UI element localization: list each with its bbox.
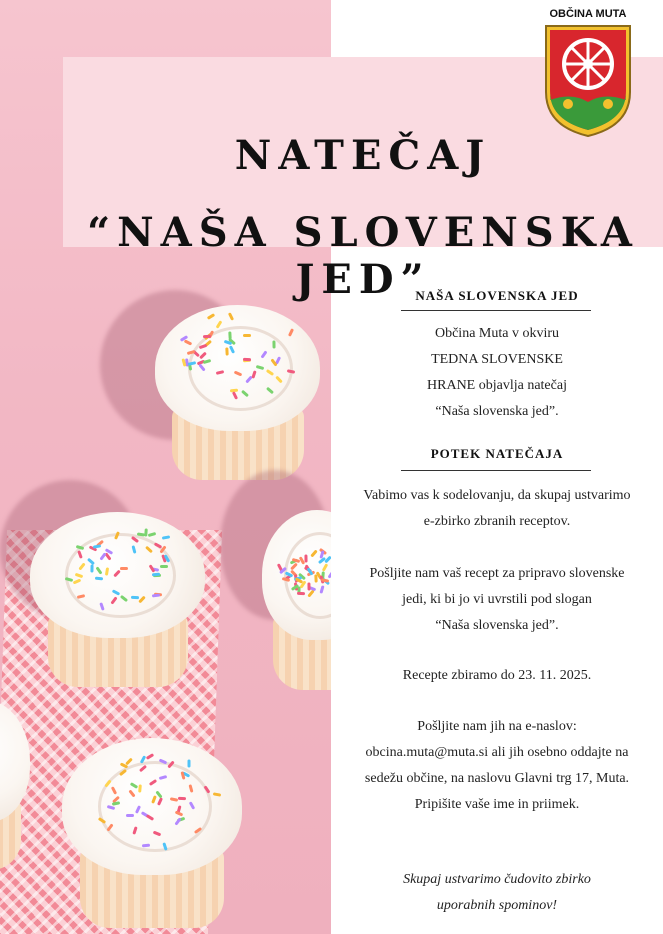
submission-paragraph: Pošljite nam jih na e-naslov: obcina.muta@muta.si ali jih osebno oddajte na sedežu občine, na naslovu Glavni trg 17, Muta. Pripišite vaše ime in priimek. <box>364 719 630 812</box>
coat-of-arms-icon <box>542 22 634 140</box>
sprinkle <box>126 814 134 817</box>
sprinkle <box>187 759 190 767</box>
sprinkle <box>297 591 305 595</box>
sprinkle <box>243 334 251 337</box>
sprinkle <box>160 565 168 568</box>
title-line-1: NATEČAJ <box>234 132 492 179</box>
sprinkle <box>94 577 102 581</box>
section-heading-1: NAŠA SLOVENSKA JED <box>415 288 579 303</box>
logo-label: OBČINA MUTA <box>549 8 627 20</box>
sprinkle <box>136 532 144 536</box>
sprinkle <box>91 565 94 573</box>
sprinkle <box>228 332 231 340</box>
cupcake <box>30 512 205 687</box>
closing-paragraph: Skupaj ustvarimo čudovito zbirko uporabnih spominov! <box>403 872 591 913</box>
sprinkle <box>272 340 275 348</box>
divider <box>401 310 591 311</box>
sprinkle <box>307 583 310 591</box>
sprinkle <box>152 593 160 597</box>
sprinkle <box>178 797 186 800</box>
cupcake <box>262 510 331 690</box>
deadline-paragraph: Recepte zbiramo do 23. 11. 2025. <box>402 668 592 683</box>
recipe-paragraph: Pošljite nam vaš recept za pripravo slovenske jedi, ki bi jo vi uvrstili pod slogan “Naša slovenska jed”. <box>369 566 625 633</box>
section-heading-2: POTEK NATEČAJA <box>430 446 564 461</box>
sprinkle <box>243 357 251 360</box>
sprinkle <box>120 567 128 570</box>
sprinkle <box>131 596 139 599</box>
cupcake <box>0 700 30 870</box>
intro-paragraph: Občina Muta v okviru TEDNA SLOVENSKE HRANE objavlja natečaj “Naša slovenska jed”. <box>427 326 567 419</box>
sprinkle <box>105 567 109 575</box>
divider <box>401 470 591 471</box>
invitation-paragraph: Vabimo vas k sodelovanju, da skupaj ustvarimo e-zbirko zbranih receptov. <box>363 488 631 529</box>
cupcake <box>155 305 320 480</box>
title-line-2: “NAŠA SLOVENSKA JED” <box>87 209 639 303</box>
sprinkle <box>203 335 211 338</box>
